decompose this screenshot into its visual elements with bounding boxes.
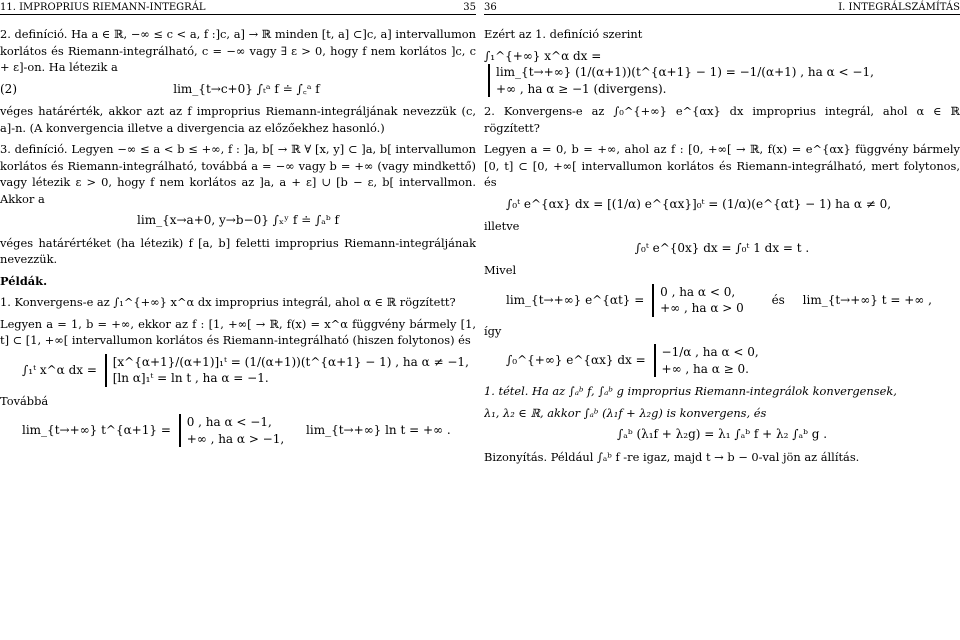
- limits-equation: [0, 414, 476, 447]
- left-page: [0, 0, 476, 640]
- example-1: 1. Konvergens-e az ∫₁^{+∞} x^α dx improprius integrál, ahol α ∈ ℝ rögzített?: [0, 295, 456, 309]
- examples-heading: Példák.: [0, 273, 48, 288]
- cases-brace: [105, 354, 469, 387]
- equation-number: (2): [0, 81, 17, 96]
- mivel-equation: [484, 284, 960, 317]
- equation-rhs: lim_{t→+∞} ln t = +∞ .: [306, 423, 451, 437]
- result-equation: [484, 48, 960, 98]
- definition-2-end: véges határérték, akkor azt az f improprius Riemann-integráljának nevezzük (c, a]-n. (A konvergencia illetve a divergencia az előzőekhez hasonló.): [0, 104, 476, 135]
- theorem-1-continued: λ₁, λ₂ ∈ ℝ, akkor ∫ₐᵇ (λ₁f + λ₂g) is konvergens, és: [484, 405, 767, 420]
- equation-lhs: ∫₁^{+∞} x^α dx =: [484, 48, 602, 63]
- running-header: [484, 0, 960, 15]
- definition-3-end: véges határértéket (ha létezik) f [a, b] feletti improprius Riemann-integráljának nevezzük.: [0, 235, 476, 266]
- gutter: [478, 0, 482, 640]
- equation-2: [0, 81, 476, 98]
- es-label: és: [771, 292, 785, 307]
- equation-rhs: lim_{t→+∞} t = +∞ ,: [802, 292, 932, 307]
- equation-body: lim_{t→c+0} ∫ₜᵃ f ≐ ∫꜀ᵃ f: [173, 81, 320, 96]
- intro-text: Ezért az 1. definíció szerint: [484, 27, 643, 41]
- example-1-text: Legyen a = 1, b = +∞, ekkor az f : [1, +∞[ → ℝ, f(x) = x^α függvény bármely [1, t] ⊂ [1, +∞[ intervallumon korlátos és Riemann-integrálható (hiszen folytonos) és: [0, 316, 476, 347]
- igy-label: így: [484, 323, 502, 338]
- right-page: [484, 0, 960, 640]
- equation-lhs: ∫₀^{+∞} e^{αx} dx =: [506, 353, 646, 367]
- case-line: lim_{t→+∞} (1/(α+1))(t^{α+1} − 1) = −1/(α+1) , ha α < −1,: [496, 65, 874, 79]
- case-line: +∞ , ha α > −1,: [186, 431, 285, 446]
- example-2: 2. Konvergens-e az ∫₀^{+∞} e^{αx} dx improprius integrál, ahol α ∈ ℝ rögzített?: [484, 104, 960, 135]
- cases-brace: [179, 414, 284, 447]
- theorem-1: 1. tétel. Ha az ∫ₐᵇ f, ∫ₐᵇ g improprius Riemann-integrálok konvergensek,: [484, 384, 897, 398]
- theorem-equation: ∫ₐᵇ (λ₁f + λ₂g) = λ₁ ∫ₐᵇ f + λ₂ ∫ₐᵇ g .: [616, 427, 828, 441]
- mivel-label: Mivel: [484, 263, 517, 277]
- cases-brace: [652, 284, 744, 317]
- equation-lhs: ∫₁ᵗ x^α dx =: [22, 362, 97, 377]
- proof: Bizonyítás. Például ∫ₐᵇ f -re igaz, majd t → b − 0-val jön az állítás.: [484, 449, 860, 464]
- page-body: [0, 26, 476, 453]
- page-number: 36: [484, 2, 497, 13]
- equation-lhs: lim_{t→+∞} t^{α+1} =: [22, 423, 171, 437]
- cases-brace: [654, 344, 759, 377]
- equation-3: lim_{x→a+0, y→b−0} ∫ₓʸ f ≐ ∫ₐᵇ f: [137, 213, 339, 227]
- case-line: +∞ , ha α ≥ −1 (divergens).: [496, 81, 667, 96]
- example-2-equation-1: ∫₀ᵗ e^{αx} dx = [(1/α) e^{αx}]₀ᵗ = (1/α)(e^{αt} − 1) ha α ≠ 0,: [506, 196, 892, 211]
- case-line: +∞ , ha α > 0: [660, 301, 744, 315]
- header-title: 11. IMPROPRIUS RIEMANN-INTEGRÁL: [0, 2, 206, 13]
- case-line: +∞ , ha α ≥ 0.: [661, 361, 749, 376]
- case-line: 0 , ha α < −1,: [186, 415, 272, 429]
- example-2-text: Legyen a = 0, b = +∞, ahol az f : [0, +∞[ → ℝ, f(x) = e^{αx} függvény bármely [0, t] ⊂ [0, +∞[ intervallumon korlátos és Riemann-integrálható, mert folytonos, és: [484, 142, 960, 189]
- equation-lhs: lim_{t→+∞} e^{αt} =: [506, 292, 645, 307]
- igy-equation: [484, 344, 960, 377]
- example-1-equation: [0, 354, 476, 387]
- case-line: 0 , ha α < 0,: [660, 284, 736, 299]
- illetve-label: illetve: [484, 219, 520, 233]
- page-number: 35: [463, 2, 476, 13]
- header-title: I. INTEGRÁLSZÁMÍTÁS: [838, 2, 960, 13]
- running-header: [0, 0, 476, 15]
- definition-2: 2. definíció. Ha a ∈ ℝ, −∞ ≤ c < a, f :]c, a] → ℝ minden [t, a] ⊂]c, a] intervallumon korlátos és Riemann-integrálható, c = −∞ vagy ∃ ε > 0, hogy f nem korlátos ]c, c + ε]-on. Ha létezik a: [0, 27, 476, 74]
- case-line: −1/α , ha α < 0,: [661, 345, 759, 359]
- page-body: [484, 26, 960, 470]
- case-line: [ln α]₁ᵗ = ln t , ha α = −1.: [112, 371, 269, 385]
- case-line: [x^{α+1}/(α+1)]₁ᵗ = (1/(α+1))(t^{α+1} − 1) , ha α ≠ −1,: [112, 354, 469, 369]
- definition-3: 3. definíció. Legyen −∞ ≤ a < b ≤ +∞, f : ]a, b[ → ℝ ∀ [x, y] ⊂ ]a, b[ intervallumon korlátos és Riemann-integrálható, továbbá a = −∞ vagy b = +∞ (vagy mindkettő) vagy létezik ε > 0, hogy f nem korlátos az ]a, a + ε] ∪ [b − ε, b[ intervallmon. Akkor a: [0, 142, 476, 206]
- cases-brace: [488, 64, 874, 97]
- tovabba-label: Továbbá: [0, 393, 49, 408]
- example-2-equation-2: ∫₀ᵗ e^{0x} dx = ∫₀ᵗ 1 dx = t .: [634, 240, 810, 255]
